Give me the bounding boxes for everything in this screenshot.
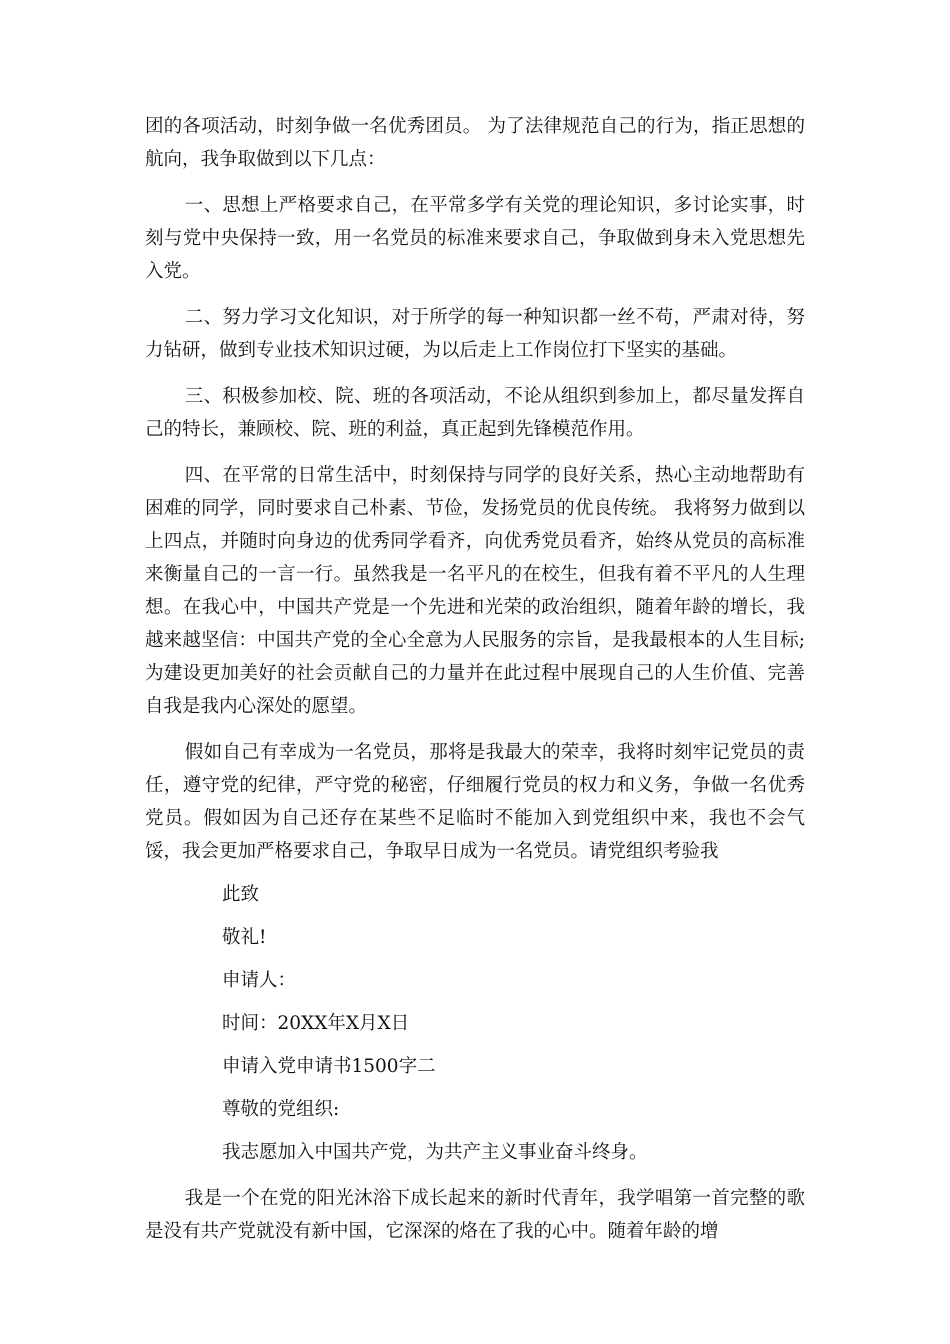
paragraph-point-two: 二、努力学习文化知识，对于所学的每一种知识都一丝不苟，严肃对待，努力钻研，做到专业技术知识过硬，为以后走上工作岗位打下坚实的基础。 [145,307,805,361]
paragraph-point-three: 三、积极参加校、院、班的各项活动，不论从组织到参加上，都尽量发挥自己的特长，兼顾校、院、班的利益，真正起到先锋模范作用。 [145,386,805,440]
closing-salutation: 此致 [222,884,260,905]
document-page [145,110,805,1248]
paragraph-commitment: 假如自己有幸成为一名党员，那将是我最大的荣幸，我将时刻牢记党员的责任，遵守党的纪律，严守党的秘密，仔细履行党员的权力和义务，争做一名优秀党员。假如因为自己还存在某些不足临时不能加入到党组织中来，我也不会气馁，我会更加严格要求自己，争取早日成为一名党员。请党组织考验我 [145,742,805,862]
applicant-label: 申请人： [222,970,297,991]
paragraph-intro: 团的各项活动，时刻争做一名优秀团员。 为了法律规范自己的行为，指正思想的航向，我争取做到以下几点： [145,116,805,170]
date-line: 时间：20XX年X月X日 [222,1013,410,1034]
second-letter-title: 申请入党申请书1500字二 [222,1056,436,1077]
second-letter-greeting: 尊敬的党组织: [222,1099,340,1120]
second-letter-opening-paragraph: 我是一个在党的阳光沐浴下成长起来的新时代青年，我学唱第一首完整的歌是没有共产党就没有新中国，它深深的烙在了我的心中。随着年龄的增 [145,1188,805,1242]
paragraph-point-one: 一、思想上严格要求自己，在平常多学有关党的理论知识，多讨论实事，时刻与党中央保持一致，用一名党员的标准来要求自己，争取做到身未入党思想先入党。 [145,195,805,282]
second-letter-statement: 我志愿加入中国共产党，为共产主义事业奋斗终身。 [222,1142,648,1163]
paragraph-point-four: 四、在平常的日常生活中，时刻保持与同学的良好关系，热心主动地帮助有困难的同学，同时要求自己朴素、节俭，发扬党员的优良传统。 我将努力做到以上四点，并随时向身边的优秀同学看齐，向优秀党员看齐，始终从党员的高标准来衡量自己的一言一行。虽然我是一名平凡的在校生，但我有着不平凡的人生理想。在我心中，中国共产党是一个先进和光荣的政治组织，随着年龄的增长，我越来越坚信：中国共产党的全心全意为人民服务的宗旨，是我最根本的人生目标;为建设更加美好的社会贡献自己的力量并在此过程中展现自己的人生价值、完善自我是我内心深处的愿望。 [145,465,805,717]
closing-regards: 敬礼! [222,927,267,948]
